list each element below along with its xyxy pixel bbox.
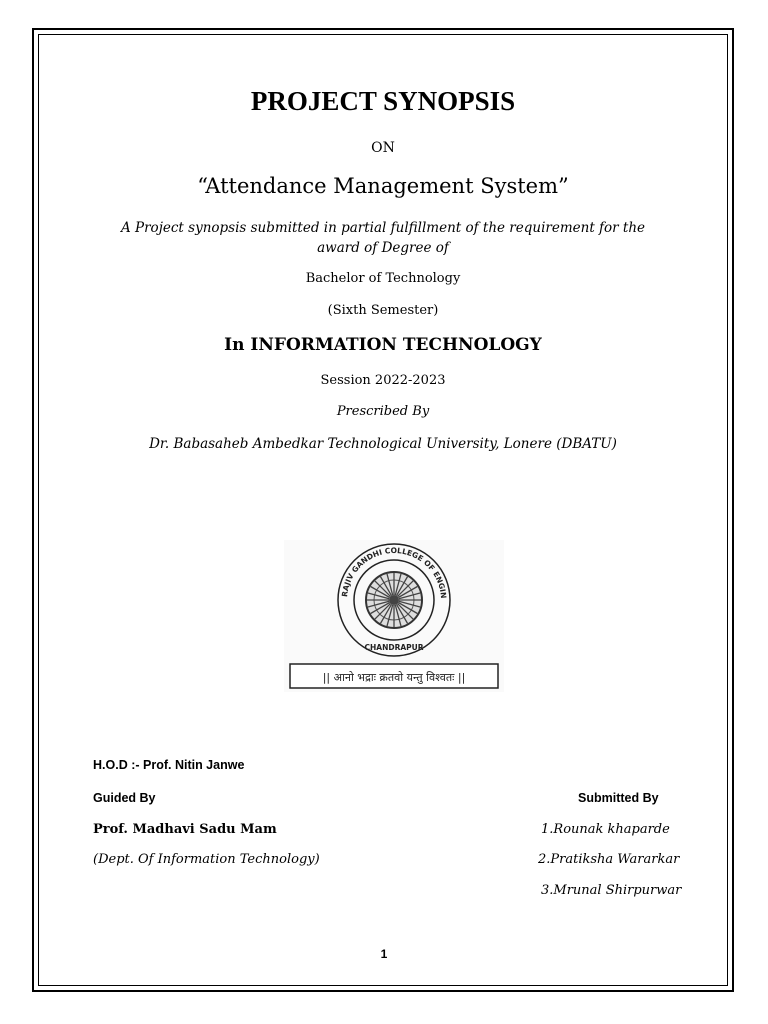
guided-by-label: Guided By bbox=[93, 791, 156, 805]
submission-note: A Project synopsis submitted in partial fulfillment of the requirement for the award of Degree of bbox=[120, 220, 646, 256]
svg-text:RAJIV GANDHI COLLEGE OF ENGINE: RAJIV GANDHI COLLEGE OF ENGIN bbox=[340, 545, 449, 599]
submitted-by-label: Submitted By bbox=[578, 791, 659, 805]
member-1: 1.Rounak khaparde bbox=[541, 822, 670, 837]
guide-name: Prof. Madhavi Sadu Mam bbox=[93, 822, 277, 837]
college-logo bbox=[284, 540, 504, 692]
member-3: 3.Mrunal Shirpurwar bbox=[541, 883, 682, 898]
on-label: ON bbox=[371, 140, 395, 156]
logo-motto: || आनो भद्राः क्रतवो यन्तु विश्वतः || bbox=[322, 671, 466, 684]
hod-line: H.O.D :- Prof. Nitin Janwe bbox=[93, 758, 245, 772]
semester: (Sixth Semester) bbox=[327, 303, 439, 318]
guide-dept: (Dept. Of Information Technology) bbox=[93, 852, 320, 867]
project-name: “Attendance Management System” bbox=[197, 174, 569, 198]
member-2: 2.Pratiksha Wararkar bbox=[538, 852, 680, 867]
university: Dr. Babasaheb Ambedkar Technological University, Lonere (DBATU) bbox=[149, 436, 617, 452]
degree: Bachelor of Technology bbox=[305, 271, 461, 286]
document-title: PROJECT SYNOPSIS bbox=[250, 86, 516, 116]
page-number: 1 bbox=[380, 947, 388, 961]
logo-city: CHANDRAPUR bbox=[364, 643, 424, 652]
branch: In INFORMATION TECHNOLOGY bbox=[224, 335, 542, 355]
session: Session 2022-2023 bbox=[320, 373, 446, 388]
prescribed-by: Prescribed By bbox=[336, 404, 430, 419]
